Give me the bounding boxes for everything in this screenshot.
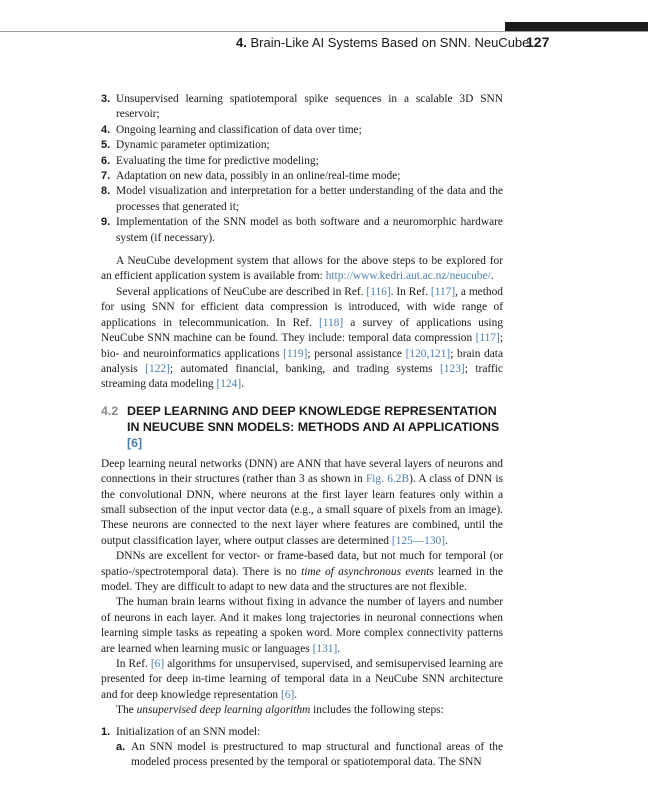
citation-link[interactable]: [118] bbox=[318, 316, 344, 329]
item-number: 7. bbox=[101, 170, 111, 183]
citation-link[interactable]: [117] bbox=[430, 285, 456, 298]
list-item bbox=[101, 725, 503, 771]
list-item bbox=[101, 154, 503, 169]
figure-link[interactable]: Fig. 6.2B bbox=[365, 473, 410, 486]
item-number: 6. bbox=[101, 154, 111, 167]
section-title: DEEP LEARNING AND DEEP KNOWLEDGE REPRESENTATION IN NEUCUBE SNN MODELS: METHODS AND AI APPLICATIONS bbox=[127, 403, 500, 434]
citation-link[interactable]: [123] bbox=[440, 362, 465, 375]
header-bar bbox=[505, 22, 648, 31]
citation-link[interactable]: [119] bbox=[283, 347, 308, 360]
item-number: 5. bbox=[101, 139, 111, 152]
page-body bbox=[101, 92, 503, 771]
sub-item-text: An SNN model is prestructured to map structural and functional areas of the modeled process presented by the temporal or spatiotemporal data. The SNN bbox=[131, 741, 503, 769]
item-number: 3. bbox=[101, 93, 111, 105]
item-text: Initialization of an SNN model: bbox=[116, 725, 261, 738]
paragraph-dnn: Deep learning neural networks (DNN) are ANN that have several layers of neurons and connections in their structures (rather than 3 as shown in Fig. 6.2B). A class of DNN is the convolutional DNN, where neurons at the first layer learn features only within a small subsection of the input vector data (e.g., a small square of pixels from an image). These neurons are connected to the next layer where features are combined, until the output classification layer, where output classes are determined [125—130]. bbox=[101, 457, 503, 547]
paragraph-brain: The human brain learns without fixing in advance the number of layers and number of neurons in each layer. And it makes long trajectories in neuronal connections when learning simple tasks as repeating a spoken word. More complex connectivity patterns are learned when learning music or languages [131]. bbox=[101, 596, 503, 655]
list-item bbox=[101, 184, 503, 215]
algorithm-steps bbox=[101, 725, 503, 771]
paragraph-unsupervised: The unsupervised deep learning algorithm includes the following steps: bbox=[116, 704, 444, 717]
list-item bbox=[101, 123, 503, 138]
citation-link[interactable]: [6] bbox=[150, 658, 165, 670]
citation-link[interactable]: [6] bbox=[280, 688, 295, 701]
citation-link[interactable]: [131] bbox=[312, 642, 338, 655]
citation-link[interactable]: [122] bbox=[145, 362, 170, 375]
citation-link[interactable]: [124] bbox=[216, 378, 242, 391]
citation-link[interactable]: [116] bbox=[366, 285, 391, 298]
item-text: Adaptation on new data, possibly in an online/real-time mode; bbox=[116, 170, 401, 183]
citation-link[interactable]: [120,121] bbox=[405, 347, 451, 360]
item-number: 1. bbox=[101, 725, 111, 738]
item-text: Model visualization and interpretation for a better understanding of the data and the processes that generated it; bbox=[116, 185, 503, 213]
list-item bbox=[101, 215, 503, 246]
paragraph-dnn-limits: DNNs are excellent for vector- or frame-based data, but not much for temporal (or spatio-/spectrotemporal data). There is no time of asynchronous events learned in the model. They are difficult to adapt to new data and the structures are not flexible. bbox=[101, 550, 504, 593]
item-text: Ongoing learning and classification of data over time; bbox=[116, 123, 362, 136]
running-head bbox=[236, 35, 533, 50]
sub-item bbox=[116, 740, 503, 771]
citation-link[interactable]: [125—130] bbox=[391, 534, 446, 547]
chapter-number: 4. bbox=[236, 35, 247, 50]
section-number: 4.2 bbox=[101, 403, 119, 418]
sub-item-letter: a. bbox=[116, 741, 126, 754]
steps-list bbox=[101, 92, 503, 246]
paragraph-applications: Several applications of NeuCube are described in Ref. [116]. In Ref. [117], a method for using SNN for efficient data compression is introduced, with wide range of applications in telecommunication. In Ref. [118] a survey of applications using NeuCube SNN machine can be found. They include: temporal data compression [117]; bio- and neuroinformatics applications [119]; personal assistance [120,121]; brain data analysis [122]; automated financial, banking, and trading systems [123]; traffic streaming data modeling [124]. bbox=[101, 285, 503, 391]
header-rule bbox=[0, 31, 648, 32]
item-number: 4. bbox=[101, 123, 111, 136]
item-text: Implementation of the SNN model as both software and a neuromorphic hardware system (if necessary). bbox=[116, 216, 503, 244]
list-item bbox=[101, 92, 503, 123]
citation-link[interactable]: [117] bbox=[475, 332, 500, 345]
page-number: 127 bbox=[526, 34, 550, 50]
chapter-title: Brain-Like AI Systems Based on SNN. NeuCube. bbox=[250, 35, 533, 50]
item-text: Evaluating the time for predictive modeling; bbox=[116, 154, 319, 167]
paragraph-system: A NeuCube development system that allows for the above steps to be explored for an efficient application system is available from: http://www.kedri.aut.ac.nz/neucube/. bbox=[101, 255, 503, 283]
citation-link[interactable]: [6] bbox=[127, 435, 143, 450]
paragraph-ref6: In Ref. [6] algorithms for unsupervised, supervised, and semisupervised learning are presented for deep in-time learning of temporal data in a NeuCube SNN architecture and for deep knowledge representation [6]. bbox=[101, 658, 504, 701]
item-number: 9. bbox=[101, 216, 111, 229]
item-text: Unsupervised learning spatiotemporal spike sequences in a scalable 3D SNN reservoir; bbox=[116, 93, 503, 121]
section-heading bbox=[101, 403, 503, 451]
item-text: Dynamic parameter optimization; bbox=[116, 139, 270, 152]
list-item bbox=[101, 169, 503, 184]
neucube-link[interactable]: http://www.kedri.aut.ac.nz/neucube/ bbox=[325, 270, 491, 283]
item-number: 8. bbox=[101, 185, 111, 198]
list-item bbox=[101, 138, 503, 153]
